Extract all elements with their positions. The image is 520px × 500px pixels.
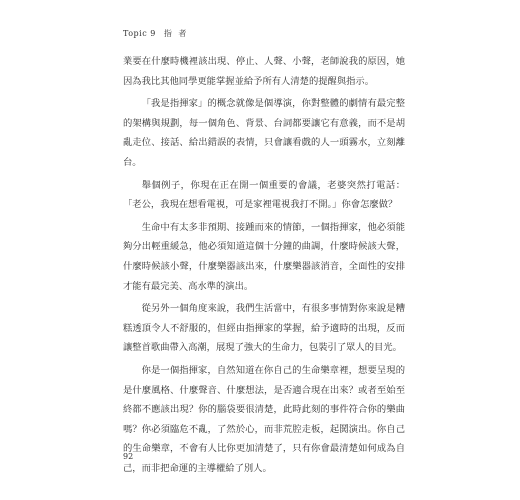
paragraph: 業要在什麼時機裡該出現、停止、人聲、小聲，老師說我的原因，她因為我比其他同學更能掌握並給予所有人清楚的提醒與指示。 (123, 56, 405, 87)
paragraph: 「我是指揮家」的概念就像是個導演，你對整體的劇情有最完整的架構與規劃，每一個角色、背景、台詞都要讓它有意義，而不是胡亂走位、接話、給出錯誤的表情，只會讓看戲的人一頭霧水，立刻離台。 (123, 98, 405, 168)
paragraph: 生命中有太多非預期、接踵而來的情節，一個指揮家，他必須能夠分出輕重緩急，他必須知道這個十分鐘的曲調，什麼時候該大聲，什麼時候該小聲，什麼樂器該出來，什麼樂器該消音，全面性的安排才能有最完美、高水準的演出。 (123, 221, 405, 292)
running-header (123, 28, 188, 39)
paragraph: 從另外一個角度來說，我們生活當中，有很多事情對你來說是糟糕透頂令人不舒服的，但經由指揮家的掌握，給予適時的出現，反而讓整首歌曲帶入高潮，展現了強大的生命力，包裝引了眾人的目光。 (123, 303, 405, 354)
page-number: 92 (123, 452, 134, 461)
header-title: 指 者 (163, 29, 189, 38)
paragraph: 舉個例子，你現在正在開一個重要的會議，老婆突然打電話：「老公，我現在想看電視，可是家裡電視我打不開。」你會怎麼做？ (123, 179, 405, 211)
header-section: Topic 9 (123, 29, 156, 38)
paragraph: 你是一個指揮家，自然知道在你自己的生命樂章裡，想要呈現的是什麼風格、什麼聲音、什麼想法，是否適合現在出來？或者至始至終都不應該出現？你的腦袋要很清楚，此時此刻的事件符合你的樂曲嗎？你必須臨危不亂，了然於心，而非荒腔走板，起鬨演出。你自己的生命樂章，不會有人比你更加清楚了，只有你會最清楚如何成為自己，而非把命運的主導權給了別人。 (123, 364, 405, 474)
body-text (123, 52, 405, 481)
